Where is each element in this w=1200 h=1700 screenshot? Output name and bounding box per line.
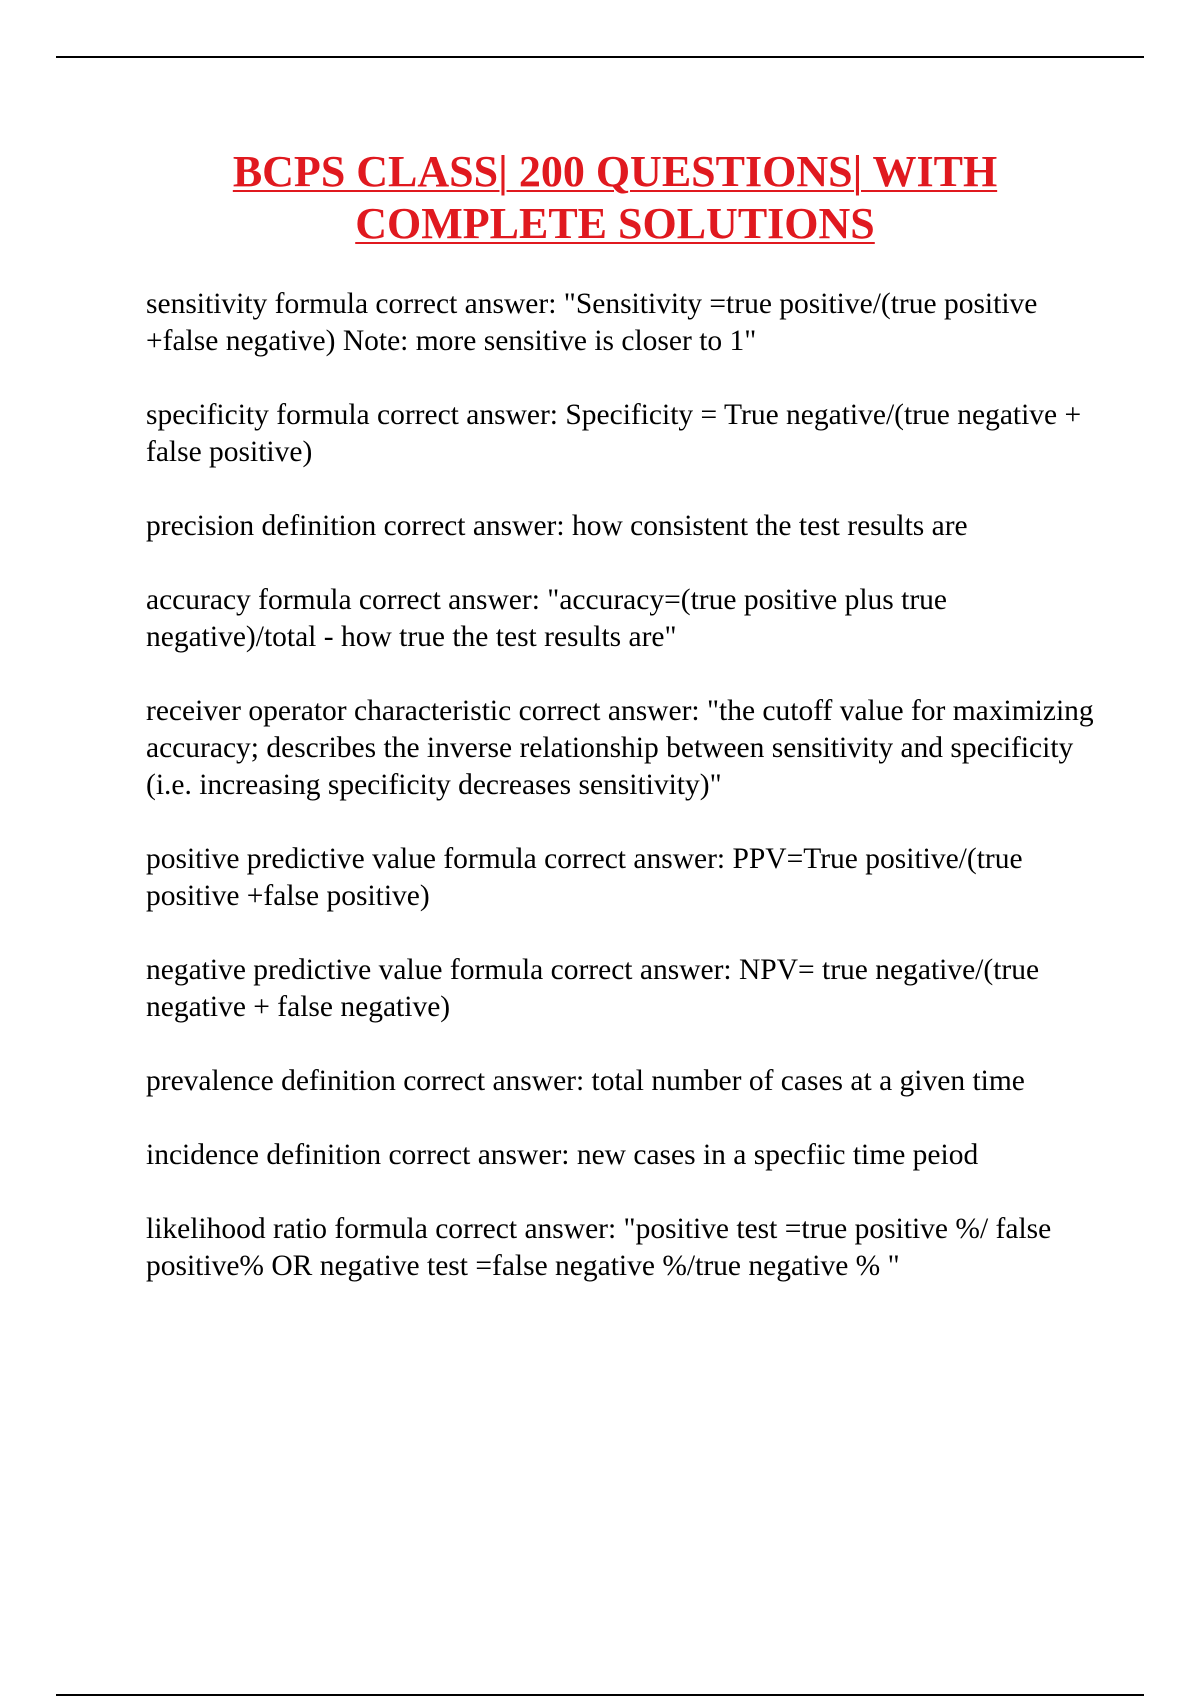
qa-entry-likelihood-ratio: likelihood ratio formula correct answer: "positive test =true positive %/ false positive% OR negative test =false negative %/true negative % "	[146, 1213, 1052, 1282]
qa-entry-ppv: positive predictive value formula correct answer: PPV=True positive/(true positive +false positive)	[146, 843, 1023, 912]
qa-entry-sensitivity: sensitivity formula correct answer: "Sensitivity =true positive/(true positive +false negative) Note: more sensitive is closer to 1"	[146, 288, 1038, 357]
qa-list	[146, 286, 1106, 1322]
title-line-2: COMPLETE SOLUTIONS	[355, 199, 875, 248]
bottom-divider	[56, 1694, 1144, 1696]
qa-entry-accuracy: accuracy formula correct answer: "accuracy=(true positive plus true negative)/total - how true the test results are"	[146, 584, 948, 653]
page-title	[150, 146, 1080, 250]
qa-entry-roc: receiver operator characteristic correct answer: "the cutoff value for maximizing accuracy; describes the inverse relationship between sensitivity and specificity (i.e. increasing specificity decreases sensitivity)"	[146, 695, 1094, 801]
qa-entry-precision: precision definition correct answer: how consistent the test results are	[146, 510, 968, 542]
top-divider	[56, 56, 1144, 58]
qa-entry-incidence: incidence definition correct answer: new cases in a specfiic time peiod	[146, 1139, 979, 1171]
qa-entry-prevalence: prevalence definition correct answer: total number of cases at a given time	[146, 1065, 1025, 1097]
qa-entry-specificity: specificity formula correct answer: Specificity = True negative/(true negative + false positive)	[146, 399, 1082, 468]
qa-entry-npv: negative predictive value formula correct answer: NPV= true negative/(true negative + false negative)	[146, 954, 1040, 1023]
title-line-1: BCPS CLASS| 200 QUESTIONS| WITH	[232, 147, 998, 196]
